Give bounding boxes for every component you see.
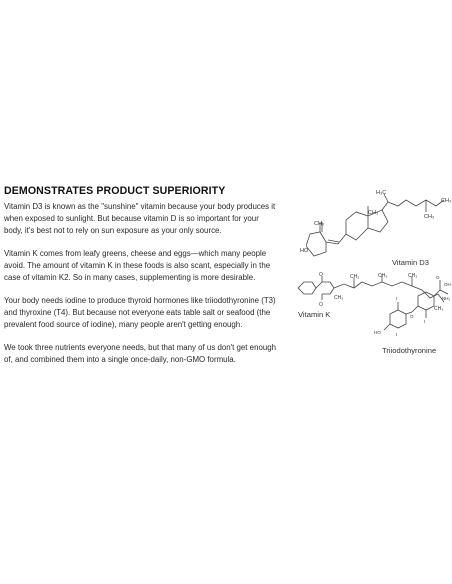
paragraph-formula: We took three nutrients everyone needs, but that many of us don't get enough of, and combined them into a single once-daily, non-GMO formula. [4,343,277,364]
section-heading: DEMONSTRATES PRODUCT SUPERIORITY [4,185,226,197]
vitamin-k-atom-ch3-5: CH₃ [434,306,444,312]
vitamin-k-atom-o-1: O [319,272,323,278]
t3-atom-i-2: I [424,319,426,324]
vitamin-d3-atom-ch2: CH₂ [314,221,325,227]
t3-atom-nh2: NH₂ [442,296,451,301]
t3-atom-i-1: I [396,296,398,301]
t3-atom-ho: HO [374,330,381,335]
t3-atom-o-bridge: O [410,314,414,319]
paragraph-iodine: Your body needs iodine to produce thyroid hormones like triiodothyronine (T3) and thyroxine (T4). But because not everyone eats table salt or seafood (the prevalent food source of iodine), many people aren't getting enough. [4,296,276,329]
t3-atom-i-3: I [396,332,398,337]
paragraph-vitamin-k: Vitamin K comes from leafy greens, cheese and eggs—which many people avoid. The amount of vitamin K in these foods is also scant, especially in the case of vitamin K2. So in many cases, supplementing is more desirable. [4,249,271,282]
vitamin-d3-label: Vitamin D3 [392,258,430,267]
t3-atom-oh: OH [444,282,451,287]
chemical-structures [286,180,452,390]
t3-atom-o: O [436,275,440,280]
vitamin-k-atom-ch3-2: CH₃ [350,274,360,280]
article-text [4,185,276,377]
paragraph-vitamin-d3: Vitamin D3 is known as the "sunshine" vitamin because your body produces it when exposed to sunlight. But because vitamin D is so important for your body, it's best not to rely on sun exposure as your only source. [4,202,276,235]
vitamin-k-atom-o-2: O [319,302,323,308]
triiodothyronine-label: Triiodothyronine [382,346,437,355]
vitamin-k-atom-ch3-1: CH₃ [334,295,344,301]
vitamin-d3-atom-labels [300,180,452,268]
triiodothyronine-structure [372,274,452,346]
vitamin-k-atom-ch3-3: CH₃ [378,273,388,279]
vitamin-d3-atom-h3c-1: H₃C [376,190,387,196]
vitamin-d3-atom-ch3-1: CH₃ [441,198,452,204]
vitamin-d3-atom-ch3-2: CH₃ [424,214,435,220]
vitamin-d3-atom-ch3-3: CH₃ [368,210,379,216]
vitamin-k-label: Vitamin K [298,310,331,319]
vitamin-k-atom-ch3-4: CH₃ [408,273,418,279]
vitamin-d3-atom-ho: HO [300,248,309,254]
